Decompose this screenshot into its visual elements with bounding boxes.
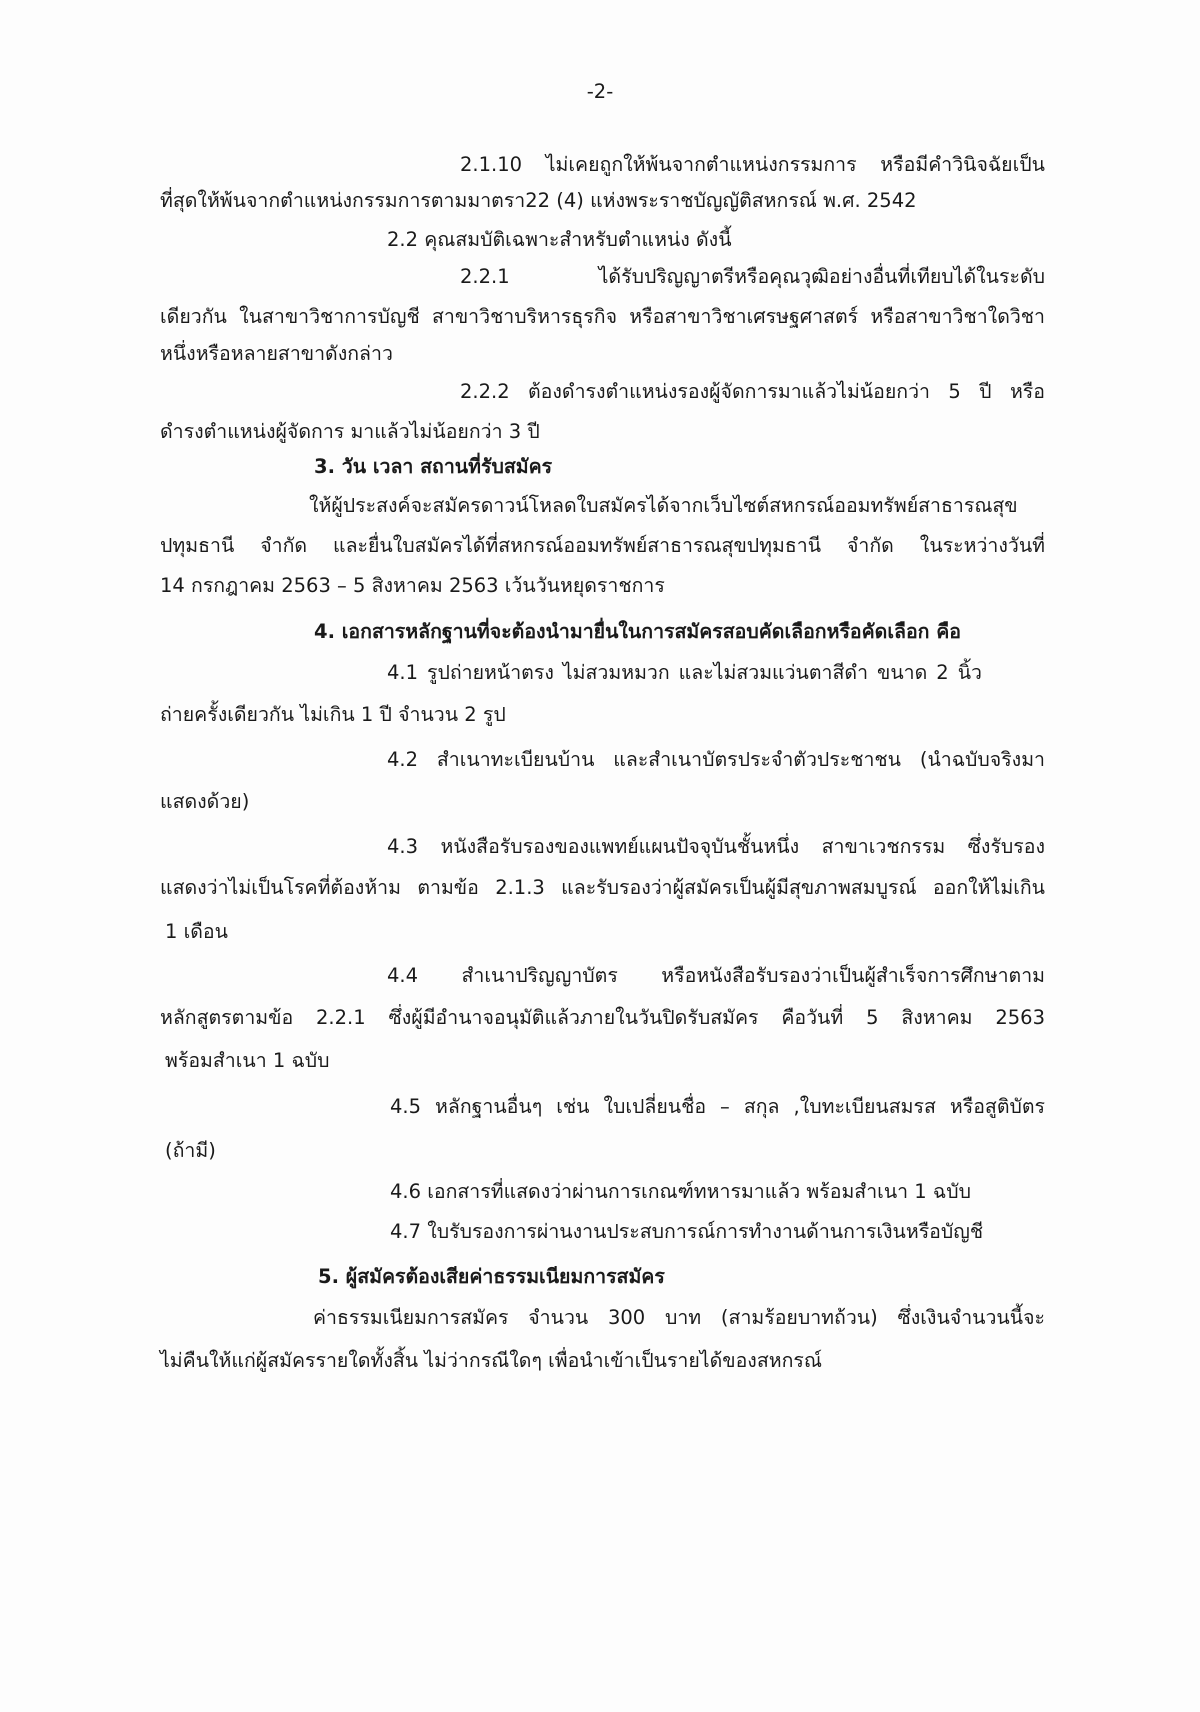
section-heading: 4. เอกสารหลักฐานที่จะต้องนำมายื่นในการสมัครสอบคัดเลือกหรือคัดเลือก คือ [314,620,962,643]
paragraph-line: พร้อมสำเนา 1 ฉบับ [165,1049,330,1072]
paragraph-line: ค่าธรรมเนียมการสมัคร จำนวน 300 บาท (สามร้อยบาทถ้วน) ซึ่งเงินจำนวนนี้จะ [313,1306,1045,1329]
paragraph-line: แสดงว่าไม่เป็นโรคที่ต้องห้าม ตามข้อ 2.1.3 และรับรองว่าผู้สมัครเป็นผู้มีสุขภาพสมบูรณ์ ออกให้ไม่เกิน [160,876,1045,899]
paragraph-line: 4.4 สำเนาปริญญาบัตร หรือหนังสือรับรองว่าเป็นผู้สำเร็จการศึกษาตาม [387,964,1045,987]
section-heading: 3. วัน เวลา สถานที่รับสมัคร [314,455,553,478]
paragraph-line: หลักสูตรตามข้อ 2.2.1 ซึ่งผู้มีอำนาจอนุมัติแล้วภายในวันปิดรับสมัคร คือวันที่ 5 สิงหาคม 2563 [160,1006,1045,1029]
paragraph-line: 4.5 หลักฐานอื่นๆ เช่น ใบเปลี่ยนชื่อ – สกุล ,ใบทะเบียนสมรส หรือสูติบัตร [390,1095,1045,1118]
paragraph-line: ไม่คืนให้แก่ผู้สมัครรายใดทั้งสิ้น ไม่ว่ากรณีใดๆ เพื่อนำเข้าเป็นรายได้ของสหกรณ์ [160,1349,822,1372]
page-number: -2- [586,80,614,103]
paragraph-line: 2.2.1 ได้รับปริญญาตรีหรือคุณวุฒิอย่างอื่นที่เทียบได้ในระดับ [460,265,1045,288]
paragraph-line: ดำรงตำแหน่งผู้จัดการ มาแล้วไม่น้อยกว่า 3 ปี [160,420,540,443]
paragraph-line: 14 กรกฎาคม 2563 – 5 สิงหาคม 2563 เว้นวันหยุดราชการ [160,574,665,597]
paragraph-line: (ถ้ามี) [165,1139,216,1162]
paragraph-line: แสดงด้วย) [160,790,250,813]
paragraph-line: ปทุมธานี จำกัด และยื่นใบสมัครได้ที่สหกรณ์ออมทรัพย์สาธารณสุขปทุมธานี จำกัด ในระหว่างวันที่ [160,534,1045,557]
paragraph-line: ถ่ายครั้งเดียวกัน ไม่เกิน 1 ปี จำนวน 2 รูป [160,703,506,726]
paragraph-line: ให้ผู้ประสงค์จะสมัครดาวน์โหลดใบสมัครได้จากเว็บไซต์สหกรณ์ออมทรัพย์สาธารณสุข [309,494,1018,517]
paragraph-line: 2.2.2 ต้องดำรงตำแหน่งรองผู้จัดการมาแล้วไม่น้อยกว่า 5 ปี หรือ [460,380,1045,403]
paragraph-line: 4.2 สำเนาทะเบียนบ้าน และสำเนาบัตรประจำตัวประชาชน (นำฉบับจริงมา [387,748,1045,771]
section-heading: 5. ผู้สมัครต้องเสียค่าธรรมเนียมการสมัคร [318,1265,665,1288]
paragraph-line: 2.1.10 ไม่เคยถูกให้พ้นจากตำแหน่งกรรมการ หรือมีคำวินิจฉัยเป็น [460,153,1045,176]
paragraph-line: หนึ่งหรือหลายสาขาดังกล่าว [160,342,393,365]
paragraph-line: เดียวกัน ในสาขาวิชาการบัญชี สาขาวิชาบริหารธุรกิจ หรือสาขาวิชาเศรษฐศาสตร์ หรือสาขาวิชาใดวิชา [160,305,1045,328]
paragraph-line: 4.1 รูปถ่ายหน้าตรง ไม่สวมหมวก และไม่สวมแว่นตาสีดำ ขนาด 2 นิ้ว [387,661,982,684]
subheading-line: 2.2 คุณสมบัติเฉพาะสำหรับตำแหน่ง ดังนี้ [387,228,732,251]
paragraph-line: 4.6 เอกสารที่แสดงว่าผ่านการเกณฑ์ทหารมาแล้ว พร้อมสำเนา 1 ฉบับ [390,1180,971,1203]
paragraph-line: 4.3 หนังสือรับรองของแพทย์แผนปัจจุบันชั้นหนึ่ง สาขาเวชกรรม ซึ่งรับรอง [387,835,1045,858]
paragraph-line: 1 เดือน [165,920,228,943]
paragraph-line: ที่สุดให้พ้นจากตำแหน่งกรรมการตามมาตรา22 (4) แห่งพระราชบัญญัติสหกรณ์ พ.ศ. 2542 [160,189,917,212]
paragraph-line: 4.7 ใบรับรองการผ่านงานประสบการณ์การทำงานด้านการเงินหรือบัญชี [390,1220,984,1243]
